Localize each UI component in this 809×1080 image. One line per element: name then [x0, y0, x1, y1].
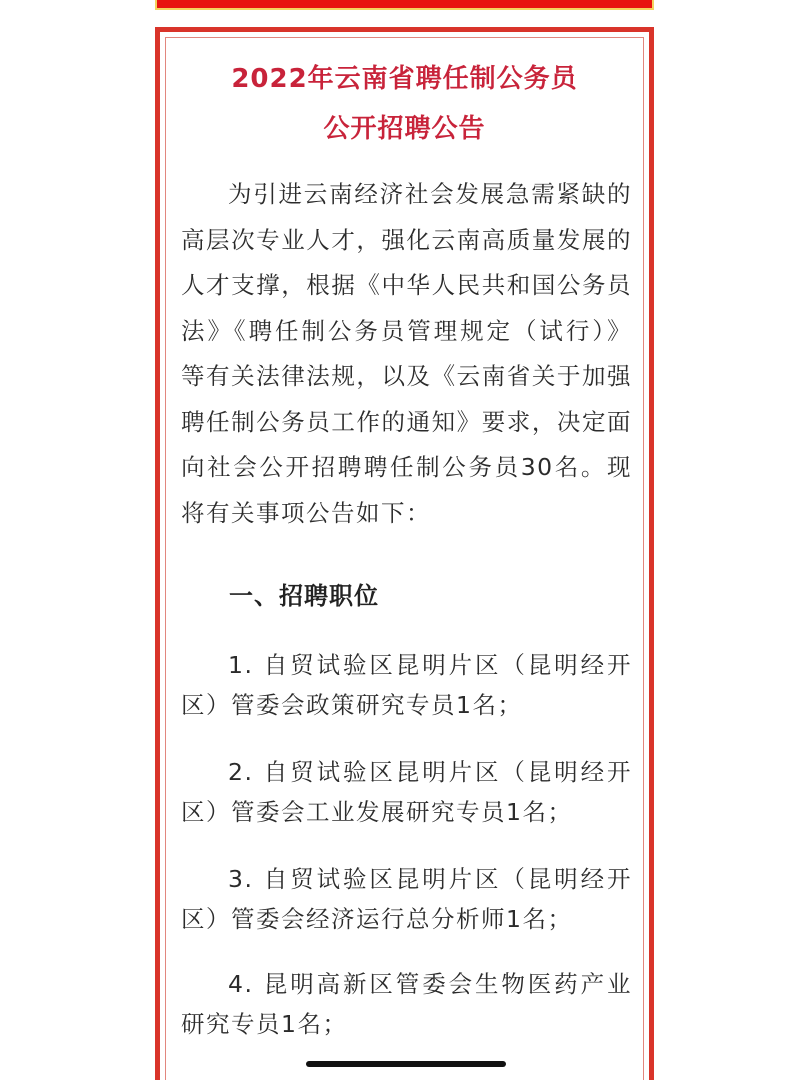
position-item: 4. 昆明高新区管委会生物医药产业研究专员1名；	[181, 970, 632, 1038]
document-title-line-2: 公开招聘公告	[323, 114, 486, 144]
document-title-line-1: 2022年云南省聘任制公务员	[231, 64, 578, 94]
home-indicator-bar[interactable]	[306, 1061, 506, 1067]
intro-paragraph: 为引进云南经济社会发展急需紧缺的高层次专业人才，强化云南高质量发展的人才支撑，根据《中华人民共和国公务员法》《聘任制公务员管理规定（试行）》等有关法律法规，以及《云南省关于加强聘任制公务员工作的通知》要求，决定面向社会公开招聘聘任制公务员30名。现将有关事项公告如下：	[181, 180, 632, 527]
position-item: 3. 自贸试验区昆明片区（昆明经开区）管委会经济运行总分析师1名；	[181, 865, 632, 933]
position-item: 1. 自贸试验区昆明片区（昆明经开区）管委会政策研究专员1名；	[181, 651, 632, 719]
section-heading-positions: 一、招聘职位	[229, 582, 379, 610]
position-item: 2. 自贸试验区昆明片区（昆明经开区）管委会工业发展研究专员1名；	[181, 758, 632, 826]
top-banner-edge	[155, 0, 654, 10]
